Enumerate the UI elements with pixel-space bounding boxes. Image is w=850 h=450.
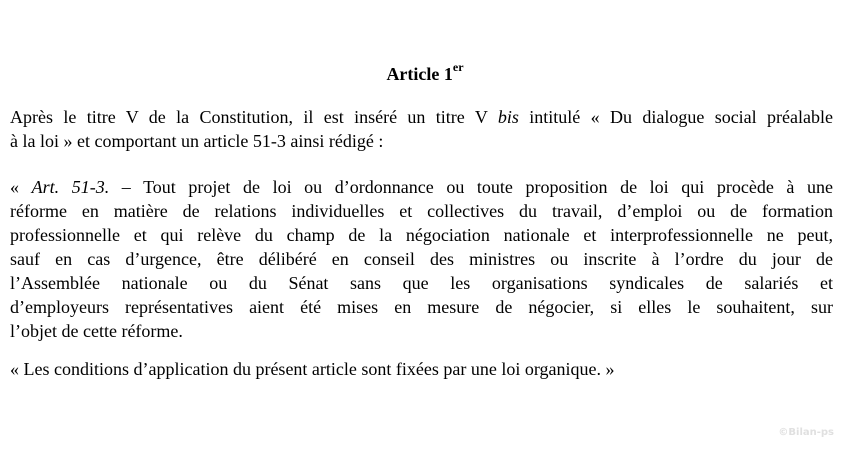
text-segment: – Tout projet de loi ou d’ordonnance ou toute proposition de loi qui procède à une [109, 177, 834, 197]
text-segment: sauf en cas d’urgence, être délibéré en conseil des ministres ou inscrite à l’ordre du jour de [10, 249, 833, 269]
text-segment: intitulé « Du dialogue social préalable [518, 107, 833, 127]
title-superscript: er [452, 60, 464, 74]
paragraph-intro [10, 105, 833, 153]
text-segment: d’employeurs représentatives aient été mises en mesure de négocier, si elles le souhaitent, sur [10, 297, 833, 317]
text-segment: Après le titre V de la Constitution, il est inséré un titre V [10, 107, 498, 127]
text-segment: l’Assemblée nationale ou du Sénat sans que les organisations syndicales de salariés et [10, 273, 833, 293]
text-segment: professionnelle et qui relève du champ de la négociation nationale et interprofessionnelle ne peut, [10, 225, 833, 245]
paragraph-conditions [10, 357, 833, 381]
title-text: Article 1 [386, 64, 453, 84]
text-line [10, 247, 833, 271]
text-line [10, 295, 833, 319]
watermark: ©Bilan-ps [778, 427, 834, 438]
text-segment: « [10, 177, 32, 197]
text-line [10, 199, 833, 223]
article-title [0, 62, 850, 85]
text-segment: « Les conditions d’application du présent article sont fixées par une loi organique. » [10, 359, 615, 379]
text-line [10, 105, 833, 129]
text-line [10, 223, 833, 247]
text-line [10, 129, 833, 153]
text-line [10, 319, 833, 343]
text-segment: l’objet de cette réforme. [10, 321, 183, 341]
text-segment: réforme en matière de relations individuelles et collectives du travail, d’emploi ou de formation [10, 201, 833, 221]
italic-text: Art. 51-3. [31, 177, 110, 197]
text-segment: à la loi » et comportant un article 51-3 ainsi rédigé : [10, 131, 384, 151]
paragraph-article-51-3 [10, 175, 833, 343]
text-line [10, 357, 833, 381]
text-line [10, 175, 833, 199]
text-line [10, 271, 833, 295]
italic-text: bis [497, 107, 519, 127]
